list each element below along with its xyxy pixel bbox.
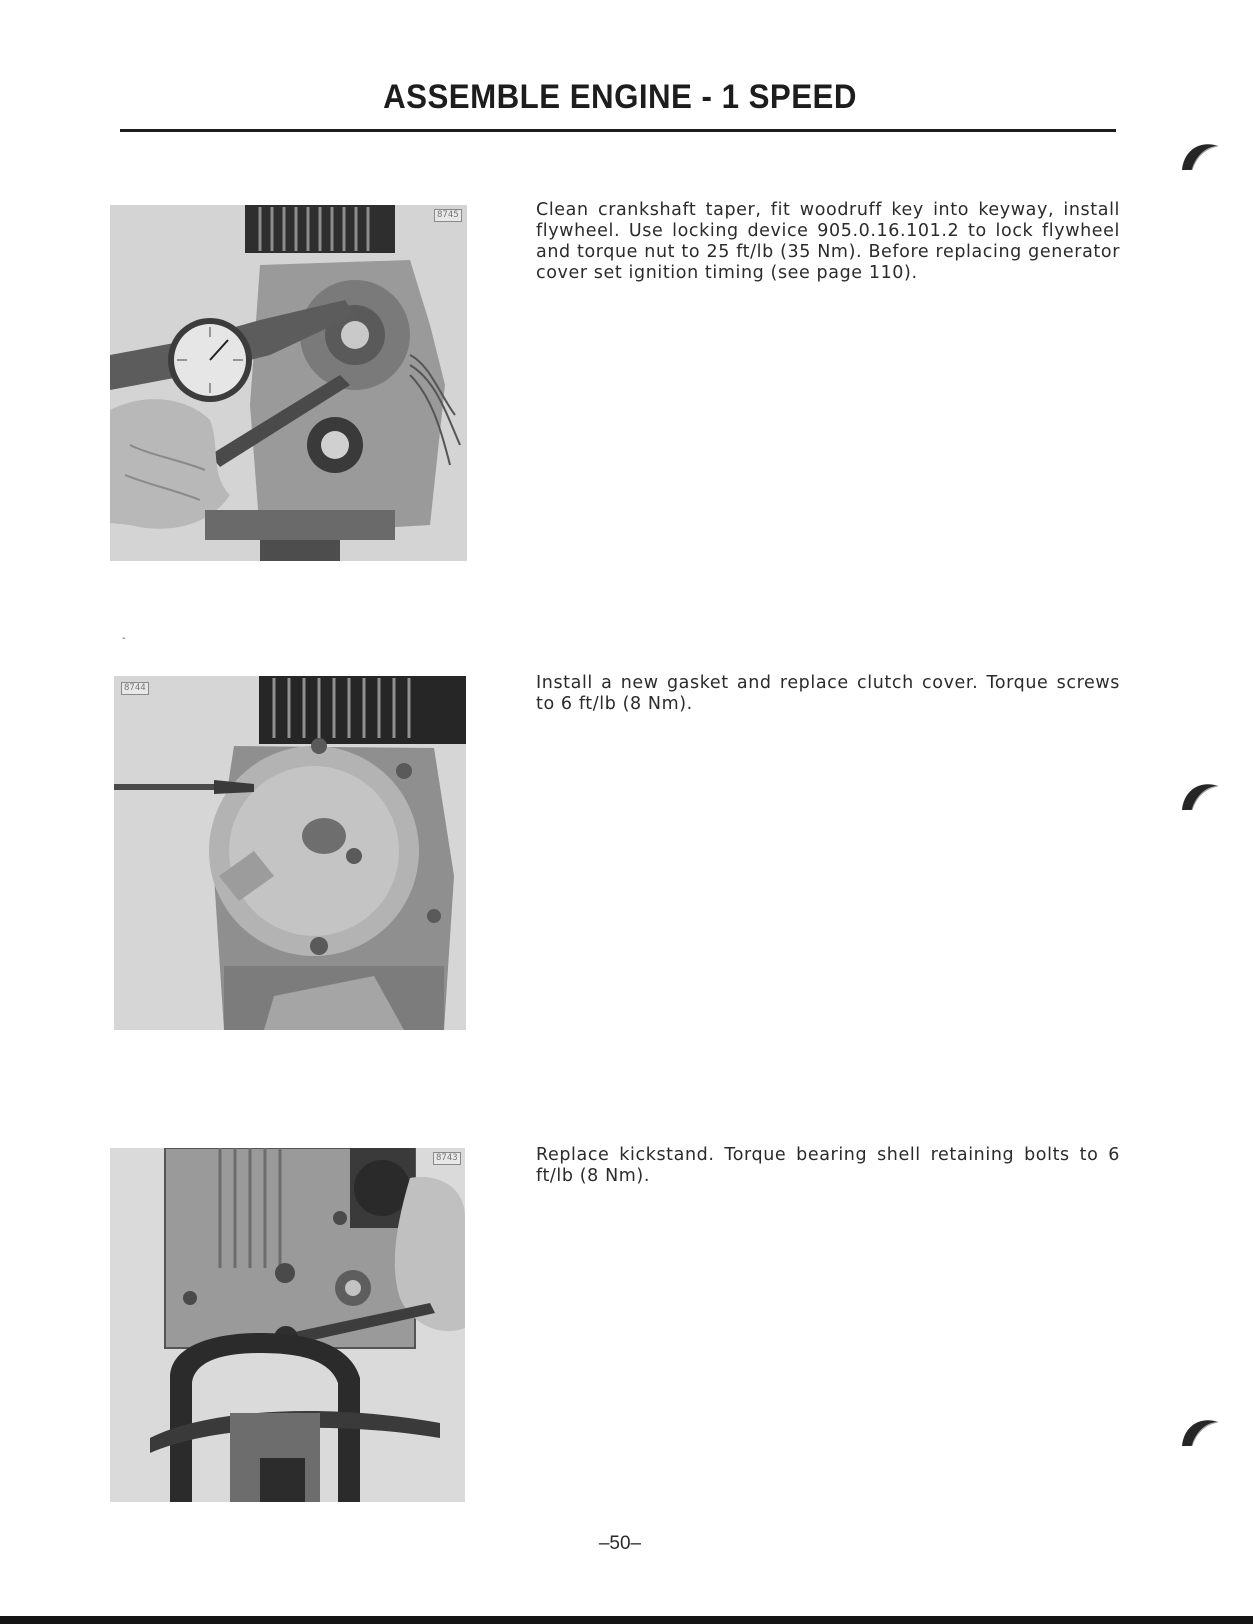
title-rule <box>120 129 1116 132</box>
photo-reference-number: 8745 <box>434 209 462 222</box>
punch-hole-icon <box>1178 1412 1222 1452</box>
punch-hole-icon <box>1178 136 1222 176</box>
photo-reference-number: 8744 <box>121 682 149 695</box>
photo-reference-number: 8743 <box>433 1152 461 1165</box>
page-title: ASSEMBLE ENGINE - 1 SPEED <box>383 78 857 116</box>
photo-kickstand <box>110 1148 465 1502</box>
punch-hole-icon <box>1178 776 1222 816</box>
step-1-instruction: Clean crankshaft taper, fit woodruff key into keyway, install flywheel. Use locking device 905.0.16.101.2 to lock flywheel and torque nut to 25 ft/lb (35 Nm). Before replacing generator cover set ignition timing (see page 110). <box>536 200 1120 283</box>
page-number: –50– <box>598 1533 642 1554</box>
step-2-instruction: Install a new gasket and replace clutch cover. Torque screws to 6 ft/lb (8 Nm). <box>536 673 1120 714</box>
photo-flywheel-torque <box>110 205 467 561</box>
margin-mark: - <box>122 633 126 644</box>
photo-clutch-cover <box>114 676 466 1030</box>
page-bottom-border <box>0 1616 1253 1624</box>
step-3-instruction: Replace kickstand. Torque bearing shell retaining bolts to 6 ft/lb (8 Nm). <box>536 1145 1120 1186</box>
